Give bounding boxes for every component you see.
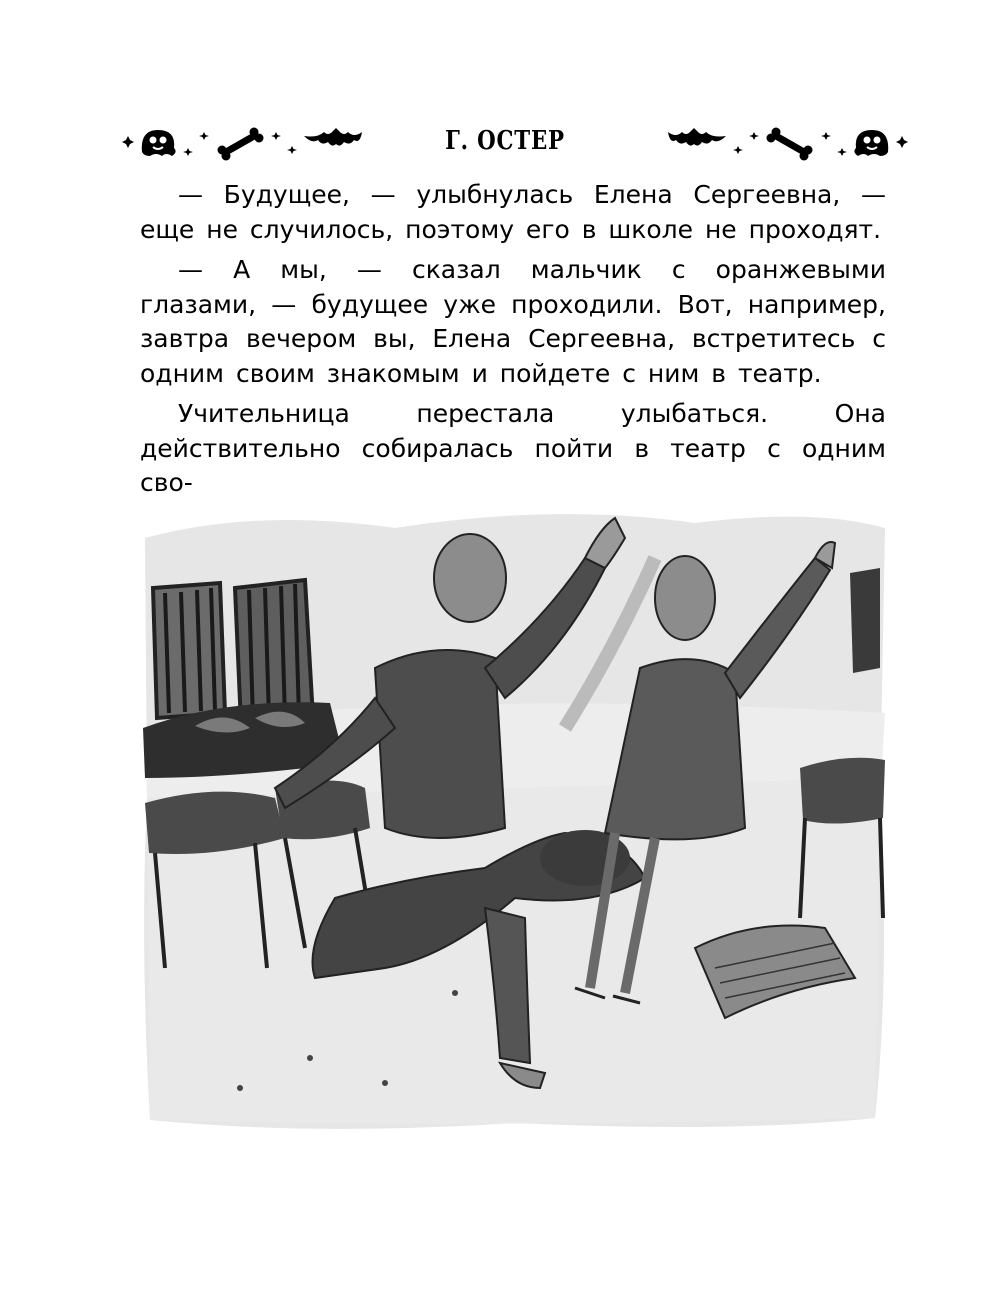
- ghost-icon: [854, 130, 888, 156]
- sparkle-icon: [122, 136, 134, 148]
- paragraph: — А мы, — сказал мальчик с оранжевыми глазами, — будущее уже проходили. Вот, например, завтра вечером вы, Елена Сергеевна, встретитесь с одним своим знакомым и пойдете с ним в театр.: [140, 255, 886, 388]
- sparkle-icon: [287, 146, 297, 154]
- ghost-icon: [142, 130, 176, 156]
- running-head: [0, 118, 986, 168]
- sparkle-icon: [749, 132, 759, 140]
- right-ornament: [668, 122, 908, 162]
- body-text: [140, 178, 886, 507]
- bat-icon: [668, 128, 726, 146]
- paragraph: Учительница перестала улыбаться. Она действительно собиралась пойти в театр с одним сво-: [140, 399, 886, 497]
- bone-icon: [218, 128, 264, 161]
- paragraph: — Будущее, — улыбнулась Елена Сергеевна, — еще не случилось, поэтому его в школе не проходят.: [140, 180, 886, 244]
- left-ornament: [122, 122, 362, 162]
- bat-icon: [304, 128, 362, 146]
- sparkle-icon: [837, 148, 847, 156]
- bone-icon: [767, 128, 813, 161]
- classroom-illustration-icon: [135, 498, 895, 1138]
- sparkle-icon: [821, 132, 831, 140]
- sparkle-icon: [199, 132, 209, 140]
- sparkle-icon: [271, 132, 281, 140]
- sparkle-icon: [896, 136, 908, 148]
- sparkle-icon: [183, 148, 193, 156]
- sparkle-icon: [733, 146, 743, 154]
- running-head-author: Г. ОСТЕР: [445, 126, 565, 156]
